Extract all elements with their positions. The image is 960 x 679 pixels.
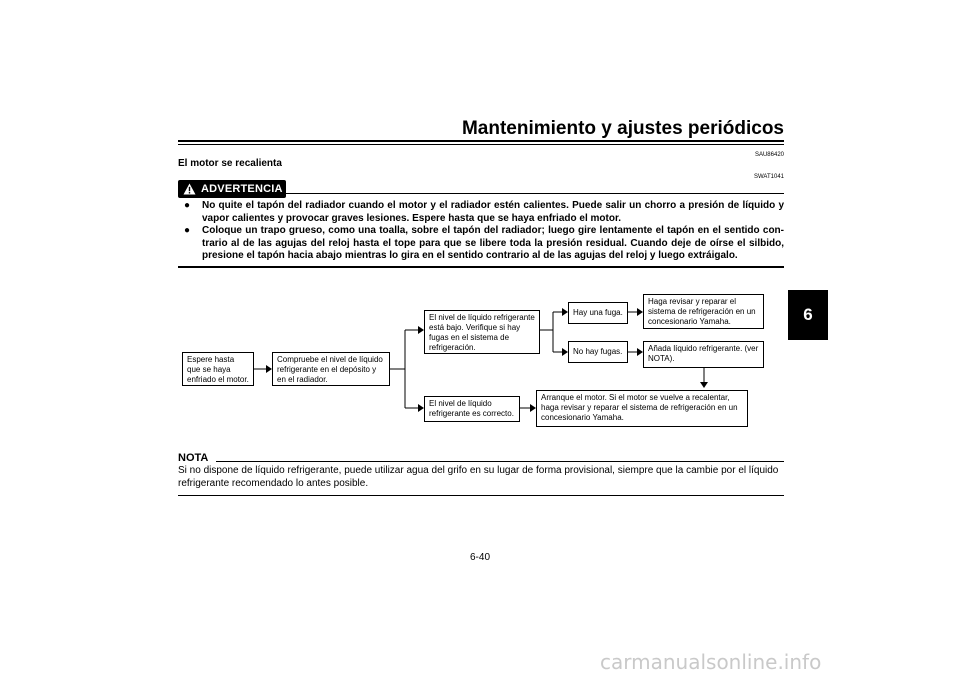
flow-box-check: Compruebe el nivel de líquido refrigerante en el depósito y en el radiador. bbox=[272, 352, 390, 386]
flow-box-level-ok: El nivel de líquido refrigerante es correcto. bbox=[424, 396, 520, 422]
nota-rule bbox=[216, 461, 784, 462]
warning-item-text: Coloque un trapo grueso, como una toalla, sobre el tapón del radiador; luego gire lentamente el tapón en el sentido con-trario al de las agujas del reloj hasta el tope para que se libere toda la presión residual. Cuando deje de oírse el silbido, presione el tapón hacia abajo mientras lo gira en el sentido contrario al de las agujas del reloj y luego extráigalo. bbox=[202, 225, 784, 262]
warning-item-text: No quite el tapón del radiador cuando el motor y el radiador estén calientes. Puede salir un chorro a presión de líquido y vapor calientes y provocar graves lesiones. Espere hasta que se haya enfriado el motor. bbox=[202, 200, 784, 224]
flow-box-dealer-repair: Haga revisar y reparar el sistema de refrigeración en un concesionario Yamaha. bbox=[643, 294, 764, 329]
flow-box-level-low: El nivel de líquido refrigerante está bajo. Verifique si hay fugas en el sistema de refrigeración. bbox=[424, 310, 540, 354]
flow-box-leak: Hay una fuga. bbox=[568, 302, 628, 324]
flow-box-wait: Espere hasta que se haya enfriado el motor. bbox=[182, 352, 254, 386]
bullet-icon: ● bbox=[184, 225, 191, 237]
flow-box-no-leak: No hay fugas. bbox=[568, 341, 628, 363]
page-number: 6-40 bbox=[469, 552, 490, 563]
chapter-number: 6 bbox=[803, 305, 813, 324]
warning-code: SWAT1041 bbox=[753, 174, 784, 180]
bullet-icon: ● bbox=[184, 200, 191, 211]
nota-label: NOTA bbox=[178, 452, 209, 464]
section-code: SAU86420 bbox=[754, 152, 784, 158]
warning-label: ADVERTENCIA bbox=[201, 183, 283, 195]
page-header-title: Mantenimiento y ajustes periódicos bbox=[461, 118, 784, 139]
flow-box-start-engine: Arranque el motor. Si el motor se vuelve a recalentar, haga revisar y reparar el sistema de refrigeración en un concesionario Yamaha. bbox=[536, 390, 748, 427]
section-title: El motor se recalienta bbox=[178, 158, 282, 169]
watermark: carmanualsonline.info bbox=[600, 650, 822, 674]
nota-end-rule bbox=[178, 495, 784, 496]
nota-text: Si no dispone de líquido refrigerante, puede utilizar agua del grifo en su lugar de forma provisional, siempre que la cambie por el líquido refrigerante recomendado lo antes posible. bbox=[178, 465, 779, 489]
flow-box-add-coolant: Añada líquido refrigerante. (ver NOTA). bbox=[643, 341, 764, 368]
